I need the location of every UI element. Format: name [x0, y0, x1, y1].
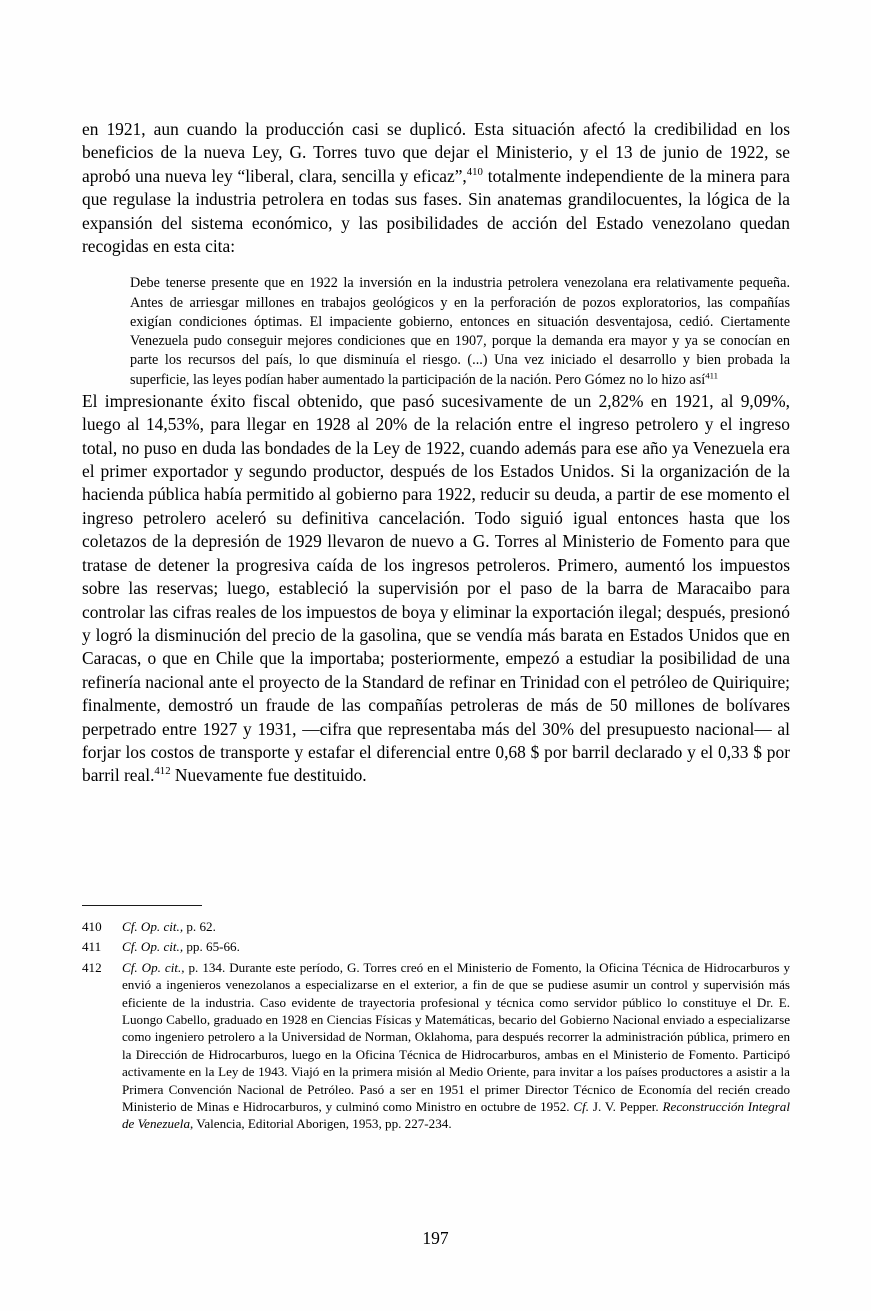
- footnote-411: [82, 938, 790, 955]
- paragraph-1: [82, 118, 790, 258]
- footnote-412-rest: p. 134. Durante este período, G. Torres creó en el Ministerio de Fomento, la Oficina Técnica de Hidrocarburos y envió a ingenieros venezolanos a especializarse en el exterior, a fin de que se pudiese asumir un control y supervisión más eficiente de la industria. Caso evidente de trayectoria profesional y técnica como servidor público lo constituye el Dr. E. Luongo Cabello, graduado en 1928 en Ciencias Físicas y Matemáticas, becario del Gobierno Nacional enviado a especializarse como ingeniero petrolero a la Universidad de Norman, Oklahoma, para después recorrer la administración pública, primero en la Dirección de Hidrocarburos, luego en la Oficina Técnica de Hidrocarburos, ambas en el Ministerio de Fomento. Participó activamente en la Ley de 1943. Viajó en la primera misión al Medio Oriente, para invitar a los países productores a asistir a la Primera Convención Nacional de Petróleo. Pasó a ser en 1951 el primer Director Técnico de Economía del recién creado Ministerio de Minas e Hidrocarburos, y culminó como Ministro en octubre de 1952.: [122, 959, 791, 1115]
- footnote-412-tail-end: , Valencia, Editorial Aborigen, 1953, pp. 227-234.: [190, 1116, 452, 1132]
- footnote-411-number: 411: [82, 939, 102, 955]
- paragraph-2-text-after: Nuevamente fue destituido.: [170, 765, 367, 786]
- page-body: [82, 118, 790, 788]
- footnote-410-number: 410: [82, 919, 102, 934]
- blockquote-text: Debe tenerse presente que en 1922 la inversión en la industria petrolera venezolana era relativamente pequeña. Antes de arriesgar millones en trabajos geológicos y en la perforación de pozos exploratorios, las compañías exigían condiciones óptimas. El impaciente gobierno, entonces en situación desventajosa, cedió. Ciertamente Venezuela pudo conseguir mejores condiciones que en 1907, porque la demanda era mayor y ya se conocían en parte los recursos del país, lo que disminuía el riesgo. (...) Una vez iniciado el desarrollo y bien probada la superficie, las leyes podían haber aumentado la participación de la nación. Pero Gómez no lo hizo así: [130, 275, 790, 388]
- footnote-412-text: [122, 959, 790, 1133]
- footnote-412-citation: Cf. Op. cit.,: [122, 959, 185, 975]
- footnote-410-rest: p. 62.: [183, 919, 216, 934]
- paragraph-2: [82, 390, 790, 788]
- blockquote: [130, 274, 790, 389]
- page-number: 197: [422, 1228, 449, 1248]
- footnote-marker-410[interactable]: 410: [466, 166, 483, 179]
- paragraph-1-text: en 1921, aun cuando la producción casi se duplicó. Esta situación afectó la credibilidad en los beneficios de la nueva Ley, G. Torres tuvo que dejar el Ministerio, y el 13 de junio de 1922, se aprobó una nueva ley “liberal, clara, sencilla y eficaz”,: [82, 119, 790, 186]
- footnote-410-text: [122, 918, 790, 935]
- footnote-412-tail-citation: Cf.: [573, 1099, 590, 1115]
- footnote-412-tail-mid: J. V. Pepper.: [589, 1099, 663, 1115]
- footnote-410: [82, 918, 790, 935]
- footnotes-section: [82, 905, 790, 1136]
- footnote-marker-412[interactable]: 412: [154, 765, 171, 778]
- footnote-412: [82, 959, 790, 1133]
- footnote-410-citation: Cf. Op. cit.,: [122, 919, 184, 934]
- footnote-marker-411[interactable]: 411: [705, 369, 719, 380]
- footnote-411-text: [122, 938, 790, 955]
- paragraph-1-text-after: totalmente independiente de la minera para que regulase la industria petrolera en todas sus fases. Sin anatemas grandilocuentes, la lógica de la expansión del sistema económico, y las posibilidades de acción del Estado venezolano quedan recogidas en esta cita:: [82, 165, 790, 257]
- footnote-411-citation: Cf. Op. cit.,: [122, 939, 184, 955]
- paragraph-2-text: El impresionante éxito fiscal obtenido, que pasó sucesivamente de un 2,82% en 1921, al 9,09%, luego al 14,53%, para llegar en 1928 al 20% de la relación entre el ingreso petrolero y el ingreso total, no puso en duda las bondades de la Ley de 1922, cuando además para ese año ya Venezuela era el primer exportador y segundo productor, después de los Estados Unidos. Si la organización de la hacienda pública había permitido al gobierno para 1922, reducir su deuda, a partir de ese momento el ingreso petrolero aceleró su definitiva cancelación. Todo siguió igual entonces hasta que los coletazos de la depresión de 1929 llevaron de nuevo a G. Torres al Ministerio de Fomento para que tratase de detener la progresiva caída de los ingresos petroleros. Primero, aumentó los impuestos sobre las reservas; luego, estableció la supervisión por el paso de la barra de Maracaibo para controlar las cifras reales de los impuestos de boya y eliminar la exportación ilegal; después, presionó y logró la disminución del precio de la gasolina, que se vendía más barata en Estados Unidos que en Caracas, o que en Chile que la importaba; posteriormente, empezó a estudiar la posibilidad de una refinería nacional ante el proyecto de la Standard de refinar en Trinidad con el petróleo de Quiriquire; finalmente, demostró un fraude de las compañías petroleras de más de 50 millones de bolívares perpetrado entre 1927 y 1931, —cifra que representaba más del 30% del presupuesto nacional— al forjar los costos de transporte y estafar el diferencial entre 0,68 $ por barril declarado y el 0,33 $ por barril real.: [82, 390, 790, 786]
- footnote-412-number: 412: [82, 959, 102, 975]
- footnote-411-rest: pp. 65-66.: [183, 939, 240, 955]
- footnote-separator-rule: [82, 905, 202, 906]
- blockquote-paragraph: [130, 274, 790, 389]
- footnote-412-book-title: Reconstrucción Integral de Venezuela: [122, 1099, 790, 1132]
